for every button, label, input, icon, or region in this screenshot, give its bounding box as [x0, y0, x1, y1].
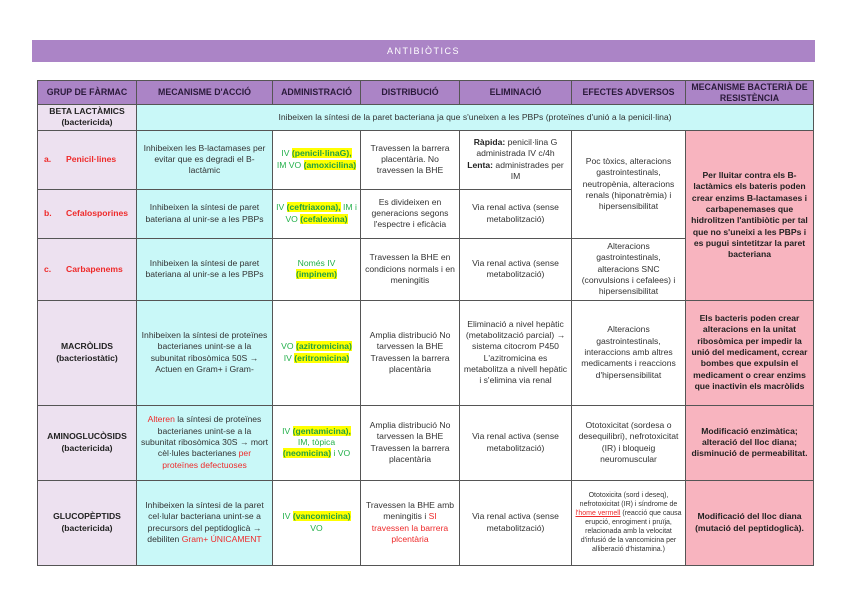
cell-text: VO	[281, 341, 296, 352]
drug-name-highlight: (amoxicilina)	[303, 159, 357, 170]
group-type: (bacteriostàtic)	[56, 352, 118, 363]
header-mechanism: MECANISME D'ACCIÓ	[137, 81, 273, 105]
cell-text: Via renal activa (sense metabolització)	[472, 431, 559, 453]
cell-text: Travessen la BHE amb meningitis i	[365, 500, 455, 522]
cell-text: Ototoxicita (sord i deseq), nefrotoxicitat (IR) i síndrome de	[579, 491, 678, 508]
header-adverse-effects: EFECTES ADVERSOS	[572, 81, 686, 105]
cell-text: IV	[282, 511, 293, 522]
group-name: AMINOGLUCÒSIDS	[47, 431, 127, 442]
antibiotics-table	[37, 80, 814, 566]
cell-text: IV	[281, 148, 292, 159]
administration-cell	[273, 189, 361, 238]
beta-lactam-common-mechanism: Inibeixen la síntesi de la paret bacteriana ja que s'uneixen a les PBPs (proteïnes d'unió a la penicil·lina)	[137, 105, 814, 131]
drug-name-highlight: (neomicina)	[282, 448, 332, 459]
drug-name-highlight: (impinem)	[295, 269, 338, 280]
cell-text: Via renal activa (sense metabolització)	[472, 257, 559, 280]
table-row-macrolides	[38, 300, 814, 405]
list-letter: b.	[44, 208, 52, 219]
elimination-cell	[460, 300, 572, 405]
drug-name-highlight: (gentamicina),	[292, 425, 351, 436]
cell-text: VO	[288, 159, 304, 170]
page-title-banner	[32, 40, 815, 62]
administration-cell	[273, 405, 361, 480]
mechanism-cell	[137, 300, 273, 405]
administration-cell	[273, 130, 361, 189]
cell-text: SI travessen la barrera plcentària	[371, 511, 449, 545]
cell-text: Inhibeixen la síntesi de la paret cel·lular bacteriana unint-se a precursors del peptidoglicà → debiliten	[145, 500, 264, 545]
administration-cell	[273, 238, 361, 300]
adverse-effects-cell	[572, 405, 686, 480]
table-row-aminoglycosides	[38, 405, 814, 480]
drug-name-highlight: (azitromicina)	[295, 341, 352, 352]
administration-cell	[273, 480, 361, 565]
adverse-effects-cell	[572, 130, 686, 238]
beta-lactam-row	[38, 105, 814, 131]
cell-text: Poc tòxics, alteracions gastrointestinals, neutropènia, alteracions renals (hiponatrèmia) i hipersensibilitat	[582, 155, 675, 212]
administration-cell	[273, 300, 361, 405]
resistance-cell: Modificació enzimàtica; alteració del lloc diana; disminució de permeabilitat.	[686, 405, 814, 480]
list-letter: a.	[44, 154, 52, 165]
cell-text: Inhibeixen la síntesi de paret bateriana al unir-se a les PBPs	[145, 257, 264, 280]
adverse-effects-cell	[572, 300, 686, 405]
mechanism-cell	[137, 480, 273, 565]
group-type: (bactericida)	[61, 442, 113, 453]
distribution-cell	[361, 405, 460, 480]
group-cell	[38, 405, 137, 480]
cell-text: Amplia distribució No tarvessen la BHE Travessen la barrera placentària	[369, 420, 451, 465]
header-row	[38, 81, 814, 105]
elimination-cell	[460, 405, 572, 480]
cell-text: IM	[276, 159, 289, 170]
cell-text: Ototoxicitat (sordesa o desequilibri), nefrotoxicitat (IR) i bloqueig neuromuscular	[578, 420, 679, 465]
cell-text: i VO	[331, 448, 351, 459]
cell-text: Es divideixen en generacions segons l'espectre i eficàcia	[371, 196, 449, 230]
header-administration: ADMINISTRACIÓ	[273, 81, 361, 105]
drug-name-highlight: (ceftriaxona),	[286, 202, 341, 213]
cell-text: Travessen la barrera placentària. No travessen la BHE	[370, 142, 450, 176]
cell-text: IV	[283, 352, 295, 363]
cell-text: penicil·lina G administrada IV c/4h	[476, 137, 558, 159]
group-name: Cefalosporines	[66, 208, 129, 219]
group-cell	[38, 189, 137, 238]
page-title: ANTIBIÒTICS	[386, 46, 460, 56]
group-type: (bactericida)	[61, 117, 113, 128]
group-name: MACRÒLIDS	[60, 341, 114, 352]
group-cell	[38, 238, 137, 300]
header-distribution: DISTRIBUCIÓ	[361, 81, 460, 105]
cell-text: IV	[282, 425, 293, 436]
cell-text: Travessen la BHE en condicions normals i en meningitis	[365, 252, 455, 285]
group-cell	[38, 300, 137, 405]
resistance-cell: Per lluitar contra els B-lactàmics els bateris poden crear enzims B-lactamases i carbapenemases que hidrolitzen l'antibiòtic per tal que no s'uneixi a les PBPs i es pugui sintetitzar la paret bacteriana	[686, 130, 814, 300]
cell-text: IM i	[340, 202, 357, 213]
distribution-cell	[361, 480, 460, 565]
header-elimination: ELIMINACIÓ	[460, 81, 572, 105]
group-cell	[38, 130, 137, 189]
cell-text: Alteracions gastrointestinals, alteracions SNC (convulsions i cefalees) i hipersensibilitat	[581, 240, 676, 297]
group-name: Carbapenems	[66, 263, 123, 274]
cell-text: Alteren	[147, 414, 175, 425]
adverse-effects-cell	[572, 480, 686, 565]
cell-text: la síntesi de proteïnes bacterianes unint-se a la subunitat ribosòmica 30S → mort cèl·lules bacterianes	[140, 414, 269, 459]
header-resistance: MECANISME BACTERIÀ DE RESISTÈNCIA	[686, 81, 814, 105]
elimination-cell	[460, 189, 572, 238]
drug-name-highlight: (penicil·linaG),	[291, 148, 352, 159]
table-row-glycopeptides	[38, 480, 814, 565]
cell-text: VO	[310, 522, 323, 533]
resistance-cell: Modificació del lloc diana (mutació del peptidoglicà).	[686, 480, 814, 565]
cell-text: Inhibeixen la síntesi de proteïnes bacterianes unint-se a la subunitat ribosòmica 50S → Actuen en Gram+ i Gram-	[141, 330, 268, 375]
adverse-effects-cell	[572, 238, 686, 300]
mechanism-cell	[137, 405, 273, 480]
cell-text: IV	[276, 202, 287, 213]
cell-text: l'home vermell	[575, 510, 621, 518]
elimination-cell	[460, 130, 572, 189]
distribution-cell	[361, 300, 460, 405]
distribution-cell	[361, 130, 460, 189]
cell-text: (reacció que causa erupció, enrogiment i pruïja, relacionada amb la velocitat d'infusió de la vancomicina per alliberació d'histamina.)	[580, 510, 682, 554]
cell-text: Lenta:	[467, 159, 494, 170]
table-row-penicillins	[38, 130, 814, 189]
cell-text: Només IV	[297, 257, 336, 268]
cell-text: Amplia distribució No tarvessen la BHE Travessen la barrera placentària	[369, 330, 451, 375]
cell-text: VO	[285, 213, 301, 224]
mechanism-cell	[137, 130, 273, 189]
group-name: Penicil·lines	[66, 154, 117, 165]
cell-text: Alteracions gastrointestinals, interaccions amb altres medicaments i reaccions d'hipersensibilitat	[581, 324, 676, 380]
cell-text: per proteïnes defectuoses	[162, 448, 252, 470]
cell-text: Via renal activa (sense metabolització)	[472, 202, 559, 224]
group-name: GLUCOPÈPTIDS	[53, 511, 121, 522]
drug-name-highlight: (eritromicina)	[294, 352, 350, 363]
distribution-cell	[361, 189, 460, 238]
resistance-cell: Els bacteris poden crear alteracions en la unitat ribosòmica per impedir la unió del medicament, ccrear bombes que expulsin el medicament o crear enzims que inactivin els macròlids	[686, 300, 814, 405]
drug-name-highlight: (cefalexina)	[300, 213, 348, 224]
group-cell	[38, 105, 137, 131]
group-cell	[38, 480, 137, 565]
elimination-cell	[460, 480, 572, 565]
cell-text: Via renal activa (sense metabolització)	[472, 511, 559, 533]
cell-text: Ràpida:	[473, 137, 506, 147]
distribution-cell	[361, 238, 460, 300]
cell-text: administrades per IM	[493, 159, 564, 182]
cell-text: IM, tòpica	[297, 437, 336, 448]
group-type: (bactericida)	[61, 522, 113, 533]
mechanism-cell	[137, 238, 273, 300]
cell-text: Gram+ ÚNICAMENT	[181, 534, 262, 545]
cell-text: Inhibeixen les B-lactamases per evitar que es degradi el B-lactàmic	[143, 142, 266, 176]
cell-text: Inhibeixen la síntesi de paret bateriana al unir-se a les PBPs	[145, 202, 264, 224]
drug-name-highlight: (vancomicina)	[292, 511, 351, 522]
list-letter: c.	[44, 263, 52, 274]
group-name: BETA LACTÀMICS	[49, 106, 125, 116]
mechanism-cell	[137, 189, 273, 238]
cell-text: Eliminació a nivel hepàtic (metabolització parcial) → sistema citocrom P450 L'azitromicina es metabolitza a nivell hepàtic i s'elimina via renal	[463, 318, 568, 386]
header-group: GRUP DE FÀRMAC	[38, 81, 137, 105]
elimination-cell	[460, 238, 572, 300]
